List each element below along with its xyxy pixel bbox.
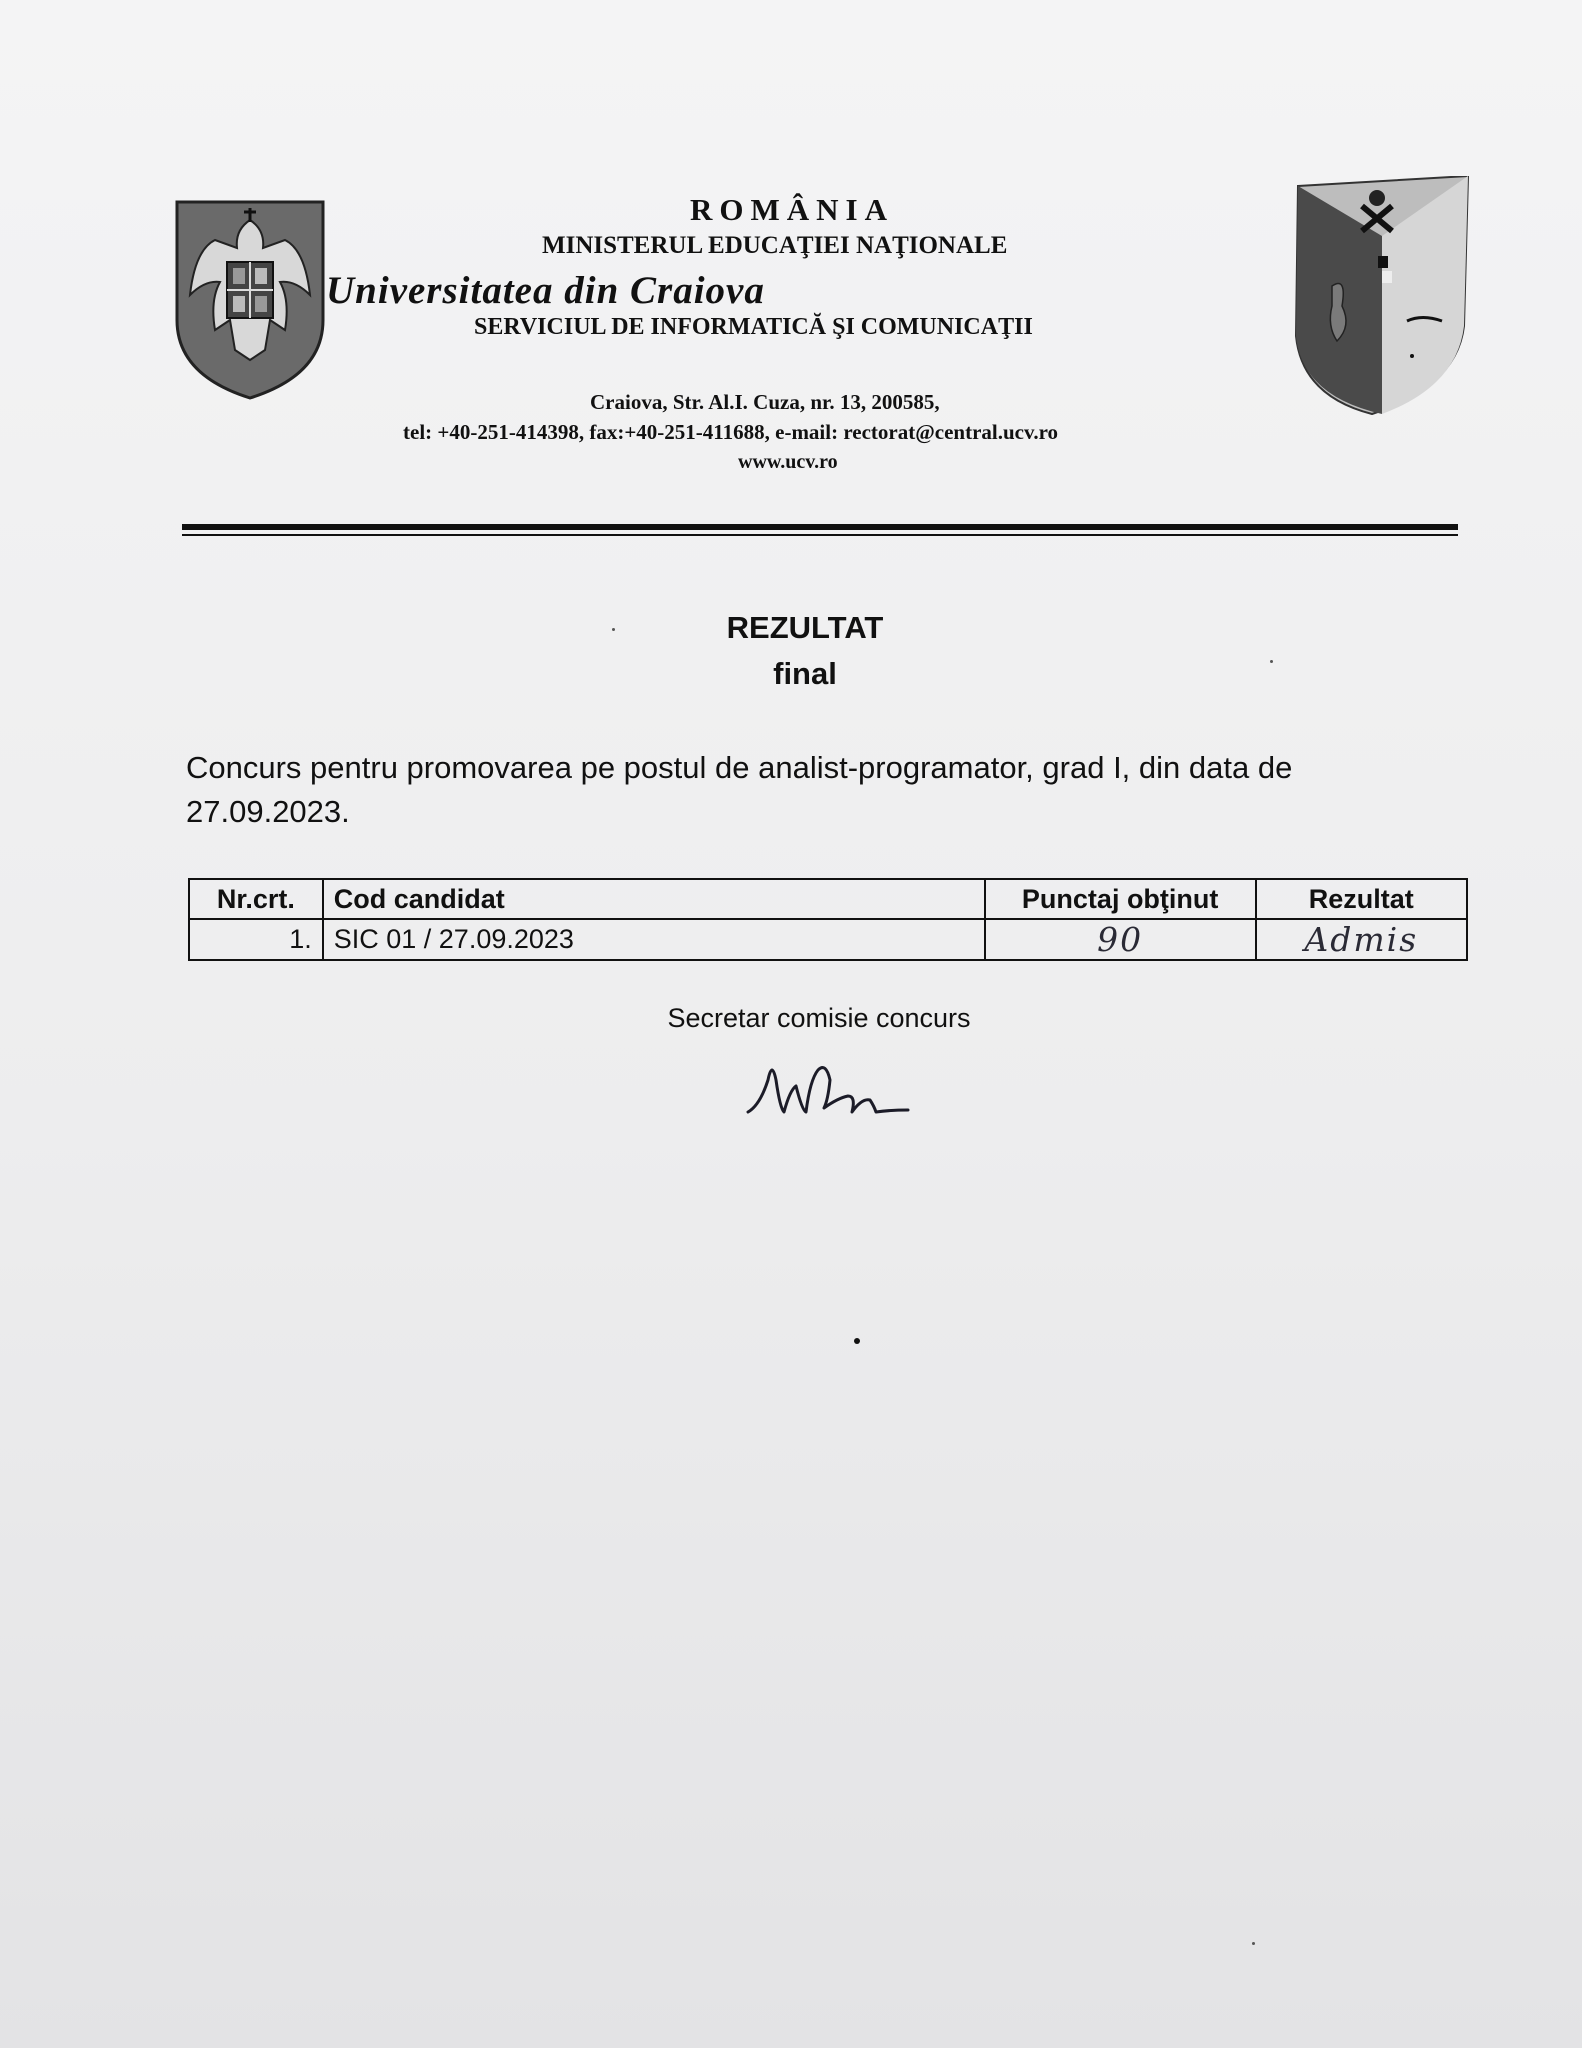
header-ministry: MINISTERUL EDUCAŢIEI NAŢIONALE [542,232,1008,259]
intro-paragraph: Concurs pentru promovarea pe postul de analist-programator, grad I, din data de 27.09.2023. [186,750,1293,829]
table-header-row [189,879,1467,919]
document-title: REZULTAT [726,610,884,645]
table-row [189,919,1467,960]
header-rezultat: Rezultat [1256,879,1467,919]
university-crest-icon [1292,176,1474,416]
page-speck [1252,1942,1255,1945]
header-rule-thin [182,534,1458,536]
cell-nr-crt: 1. [189,919,323,960]
signature-icon [740,1050,920,1130]
header-address: Craiova, Str. Al.I. Cuza, nr. 13, 200585, [590,390,940,414]
header-website: www.ucv.ro [738,451,838,473]
document-subtitle: final [773,656,837,691]
page-speck [1270,660,1273,663]
page-speck [612,628,615,631]
header-cod-candidat: Cod candidat [323,879,985,919]
header-rule-thick [182,524,1458,530]
header-contacts: tel: +40-251-414398, fax:+40-251-411688, e-mail: rectorat@central.ucv.ro [403,420,1059,444]
header-punctaj: Punctaj obţinut [985,879,1256,919]
header-university: Universitatea din Craiova [326,269,765,312]
signatory-label: Secretar comisie concurs [667,1003,971,1033]
cell-cod-candidat: SIC 01 / 27.09.2023 [323,919,985,960]
cell-punctaj: 90 [985,919,1256,960]
results-table [188,878,1468,961]
header-service: SERVICIUL DE INFORMATICĂ ŞI COMUNICAŢII [474,314,1033,340]
cell-rezultat: Admis [1256,919,1467,960]
header-nr-crt: Nr.crt. [189,879,323,919]
page-speck [854,1338,860,1344]
romania-coat-of-arms-icon [175,200,325,400]
header-country: ROMÂNIA [690,192,894,227]
